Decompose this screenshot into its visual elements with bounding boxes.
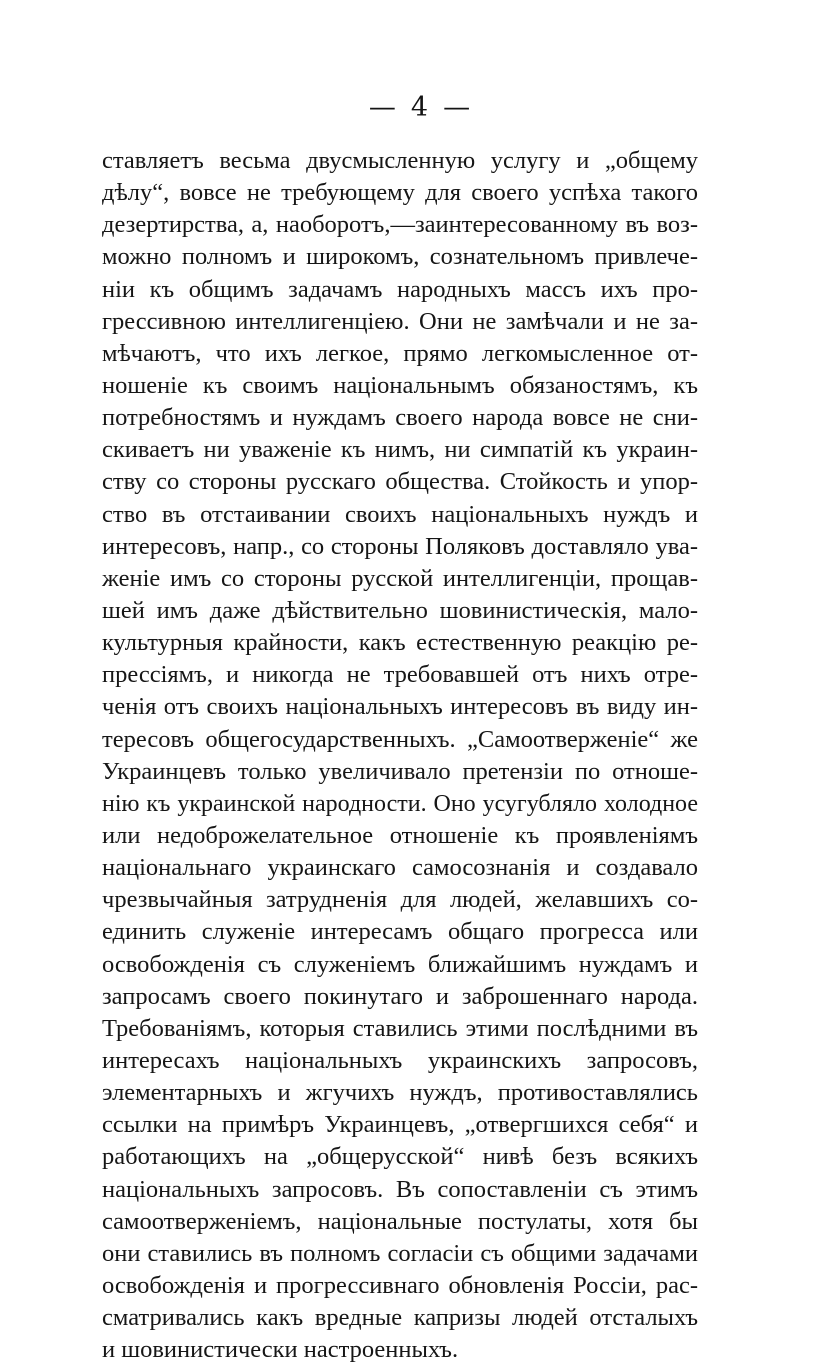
- text-line: тересовъ общегосударственныхъ. „Самоотверженiе“ же: [102, 725, 698, 753]
- text-line: шей имъ даже дѣйствительно шовинистическiя, мало-: [102, 596, 698, 624]
- text-line: ссылки на примѣръ Украинцевъ, „отвергшихся себя“ и: [102, 1111, 698, 1139]
- text-line: нiю къ украинской народности. Оно усугубляло холодное: [102, 790, 698, 817]
- text-line: нiи къ общимъ задачамъ народныхъ массъ ихъ про-: [102, 275, 698, 303]
- text-line: самоотверженiемъ, нацiональные постулаты, хотя бы: [102, 1207, 698, 1235]
- text-line: запросамъ своего покинутаго и заброшеннаго народа.: [102, 982, 698, 1010]
- text-line: ство въ отстаивании своихъ нацiональныхъ нуждъ и: [102, 500, 698, 528]
- text-line: или недоброжелательное отношенiе къ проявленiямъ: [102, 821, 698, 849]
- text-line: единить служенiе интересамъ общаго прогресса или: [102, 918, 698, 946]
- text-line: грессивною интеллигенцiею. Они не замѣчали и не за-: [102, 307, 698, 335]
- text-line: женiе имъ со стороны русской интеллигенцiи, прощав-: [102, 564, 698, 592]
- text-line: можно полномъ и широкомъ, сознательномъ привлече-: [102, 243, 698, 271]
- text-line: Требованiямъ, которыя ставились этими послѣдними въ: [102, 1014, 698, 1042]
- text-line: прессiямъ, и никогда не требовавшей отъ нихъ отре-: [102, 661, 698, 689]
- text-line: чрезвычайныя затрудненiя для людей, желавшихъ со-: [102, 886, 698, 914]
- text-line: дезертирства, а, наоборотъ,—заинтересованному въ воз-: [102, 211, 698, 239]
- text-line: нацiональнаго украинскаго самосознанiя и создавало: [102, 854, 698, 882]
- body-text: [102, 145, 698, 1366]
- text-line: ставляетъ весьма двусмысленную услугу и „общему: [102, 147, 698, 174]
- text-line: ченiя отъ своихъ нацiональныхъ интересовъ въ виду ин-: [102, 693, 698, 721]
- text-line: потребностямъ и нуждамъ своего народа вовсе не сни-: [102, 404, 698, 432]
- page-number: 4: [410, 92, 430, 123]
- text-line: культурныя крайности, какъ естественную реакцiю ре-: [102, 629, 698, 657]
- text-line: интересахъ нацiональныхъ украинскихъ запросовъ,: [102, 1046, 698, 1074]
- text-line: Украинцевъ только увеличивало претензiи по отноше-: [102, 757, 698, 785]
- text-line: скиваетъ ни уваженiе къ нимъ, ни симпатiй къ украин-: [102, 436, 698, 464]
- page-number-header: [0, 92, 840, 123]
- text-line: дѣлу“, вовсе не требующему для своего успѣха такого: [102, 179, 698, 207]
- text-line: сматривались какъ вредные капризы людей отсталыхъ: [102, 1304, 698, 1332]
- text-line: работающихъ на „общерусской“ нивѣ безъ всякихъ: [102, 1143, 698, 1171]
- text-line: они ставились въ полномъ согласiи съ общими задачами: [102, 1239, 698, 1267]
- left-dash: —: [368, 92, 397, 123]
- text-line: нацiональныхъ запросовъ. Въ сопоставленiи съ этимъ: [102, 1175, 698, 1203]
- right-dash: —: [443, 92, 472, 123]
- text-line: элементарныхъ и жгучихъ нуждъ, противоставлялись: [102, 1079, 698, 1107]
- text-line: ношенiе къ своимъ нацiональнымъ обязаностямъ, къ: [102, 371, 698, 399]
- text-line: и шовинистически настроенныхъ.: [102, 1336, 459, 1364]
- text-line: мѣчаютъ, что ихъ легкое, прямо легкомысленное от-: [102, 339, 698, 367]
- text-line: ству со стороны русскаго общества. Стойкость и упор-: [102, 468, 698, 496]
- text-line: интересовъ, напр., со стороны Поляковъ доставляло ува-: [102, 532, 698, 560]
- text-line: освобожденiя съ служенiемъ ближайшимъ нуждамъ и: [102, 950, 698, 978]
- text-line: освобожденiя и прогрессивнаго обновленiя Россiи, рас-: [102, 1271, 698, 1299]
